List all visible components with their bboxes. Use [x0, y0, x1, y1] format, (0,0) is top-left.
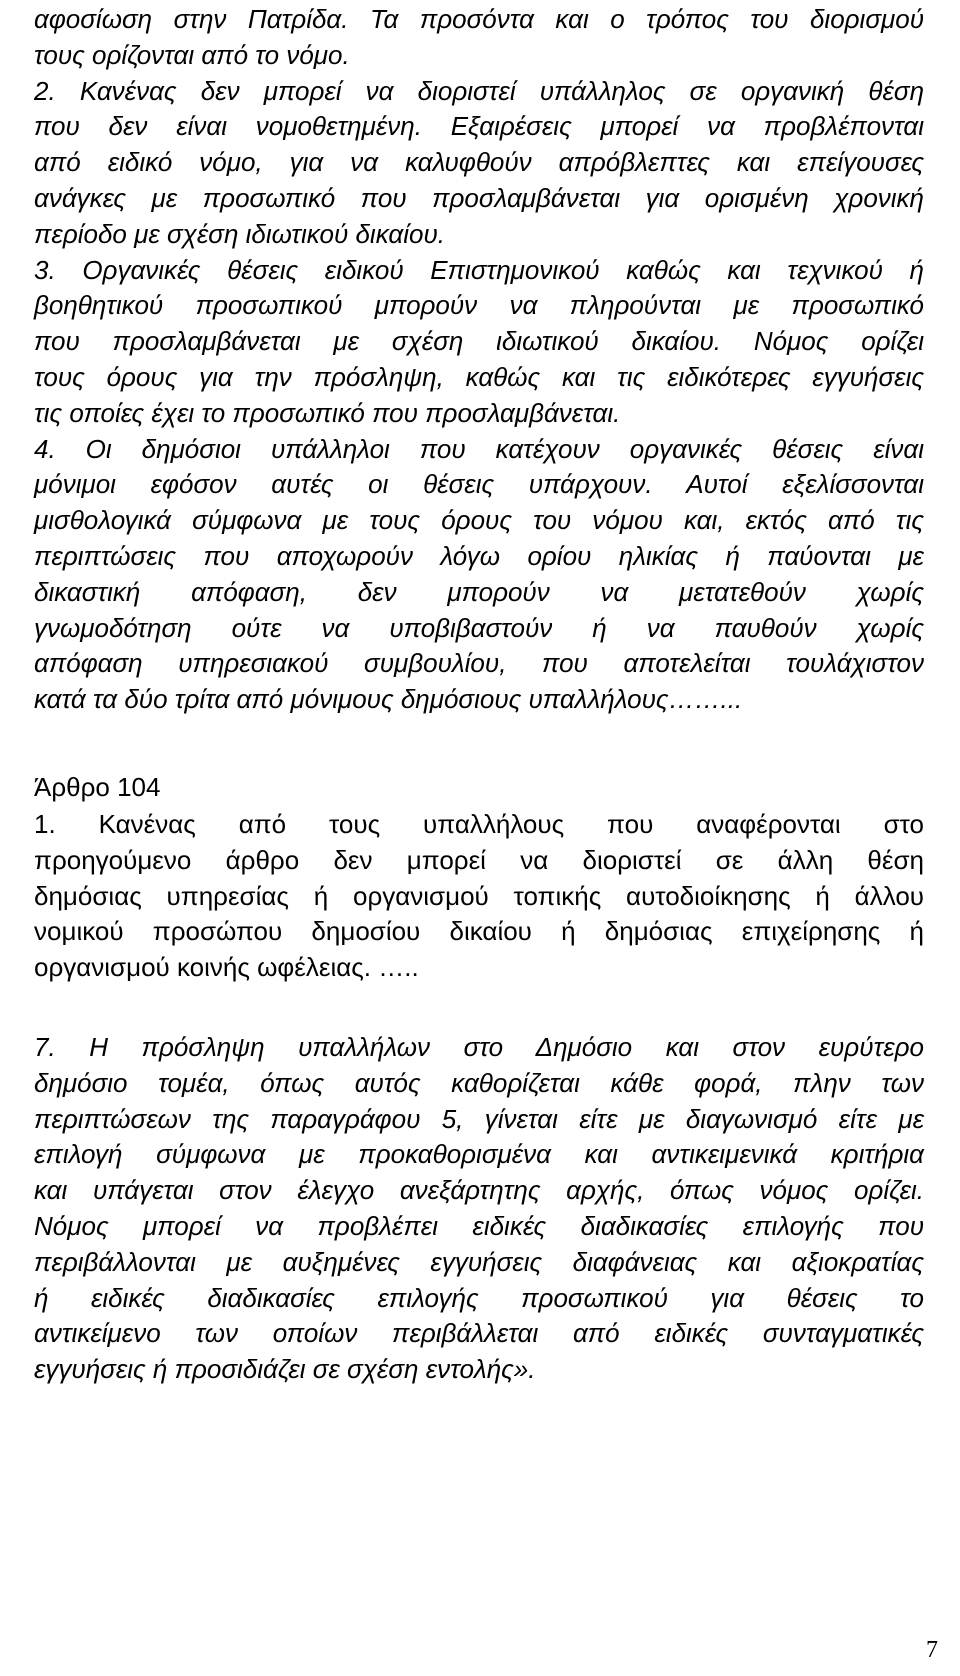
- text-line: που προσλαμβάνεται με σχέση ιδιωτικού δικαίου. Νόμος ορίζει: [34, 326, 924, 357]
- text-line: δημόσιας υπηρεσίας ή οργανισμού τοπικής αυτοδιοίκησης ή άλλου: [34, 880, 924, 911]
- article-104-paragraph-7: [34, 1030, 924, 1388]
- text-line: Νόμος μπορεί να προβλέπει ειδικές διαδικασίες επιλογής που: [34, 1210, 924, 1241]
- text-line: δημόσιο τομέα, όπως αυτός καθορίζεται κάθε φορά, πλην των: [34, 1067, 924, 1098]
- text-line: βοηθητικού προσωπικού μπορούν να πληρούνται με προσωπικό: [34, 290, 924, 321]
- text-line: τους όρους για την πρόσληψη, καθώς και τις ειδικότερες εγγυήσεις: [34, 361, 924, 392]
- text-line: οργανισμού κοινής ωφέλειας. …..: [34, 952, 419, 983]
- text-line: περιπτώσεις που αποχωρούν λόγω ορίου ηλικίας ή παύονται με: [34, 540, 924, 571]
- text-line: ή ειδικές διαδικασίες επιλογής προσωπικού για θέσεις το: [34, 1282, 924, 1313]
- text-line: δικαστική απόφαση, δεν μπορούν να μετατεθούν χωρίς: [34, 576, 924, 607]
- text-line: περίοδο με σχέση ιδιωτικού δικαίου.: [34, 218, 445, 249]
- text-line: εγγυήσεις ή προσιδιάζει σε σχέση εντολής».: [34, 1354, 536, 1385]
- text-line: και υπάγεται στον έλεγχο ανεξάρτητης αρχής, όπως νόμος ορίζει.: [34, 1175, 924, 1206]
- text-line: ανάγκες με προσωπικό που προσλαμβάνεται για ορισμένη χρονική: [34, 182, 924, 213]
- text-line: από ειδικό νόμο, για να καλυφθούν απρόβλεπτες και επείγουσες: [34, 147, 924, 178]
- text-line: επιλογή σύμφωνα με προκαθορισμένα και αντικειμενικά κριτήρια: [34, 1139, 924, 1170]
- text-line: 3. Οργανικές θέσεις ειδικού Επιστημονικού καθώς και τεχνικού ή: [34, 254, 924, 285]
- text-line: 4. Οι δημόσιοι υπάλληλοι που κατέχουν οργανικές θέσεις είναι: [34, 433, 924, 464]
- article-104-heading: Άρθρο 104: [34, 772, 161, 802]
- text-line: νομικού προσώπου δημοσίου δικαίου ή δημόσιας επιχείρησης ή: [34, 916, 924, 947]
- article-103-continuation: [34, 2, 924, 718]
- text-line: μισθολογικά σύμφωνα με τους όρους του νόμου και, εκτός από τις: [34, 505, 924, 536]
- text-line: κατά τα δύο τρίτα από μόνιμους δημόσιους υπαλλήλους……...: [34, 684, 743, 715]
- text-line: που δεν είναι νομοθετημένη. Εξαιρέσεις μπορεί να προβλέπονται: [34, 111, 924, 142]
- text-line: περιπτώσεων της παραγράφου 5, γίνεται είτε με διαγωνισμό είτε με: [34, 1103, 924, 1134]
- text-line: τους ορίζονται από το νόμο.: [34, 39, 350, 70]
- text-line: αφοσίωση στην Πατρίδα. Τα προσόντα και ο τρόπος του διορισμού: [34, 4, 924, 34]
- text-line: προηγούμενο άρθρο δεν μπορεί να διοριστεί σε άλλη θέση: [34, 844, 924, 875]
- text-line: τις οποίες έχει το προσωπικό που προσλαμβάνεται.: [34, 397, 621, 428]
- text-line: 1. Κανένας από τους υπαλλήλους που αναφέρονται στο: [34, 809, 924, 839]
- text-line: περιβάλλονται με αυξημένες εγγυήσεις διαφάνειας και αξιοκρατίας: [34, 1246, 924, 1277]
- page-number: 7: [926, 1637, 938, 1663]
- text-line: 2. Κανένας δεν μπορεί να διοριστεί υπάλληλος σε οργανική θέση: [34, 75, 924, 106]
- text-line: απόφαση υπηρεσιακού συμβουλίου, που αποτελείται τουλάχιστον: [34, 648, 924, 679]
- text-line: 7. Η πρόσληψη υπαλλήλων στο Δημόσιο και στον ευρύτερο: [34, 1032, 924, 1062]
- text-line: αντικείμενο των οποίων περιβάλλεται από ειδικές συνταγματικές: [34, 1318, 924, 1349]
- article-104-paragraph-1: [34, 807, 924, 986]
- text-line: γνωμοδότηση ούτε να υποβιβαστούν ή να παυθούν χωρίς: [34, 612, 924, 643]
- text-line: μόνιμοι εφόσον αυτές οι θέσεις υπάρχουν. Αυτοί εξελίσσονται: [34, 469, 924, 500]
